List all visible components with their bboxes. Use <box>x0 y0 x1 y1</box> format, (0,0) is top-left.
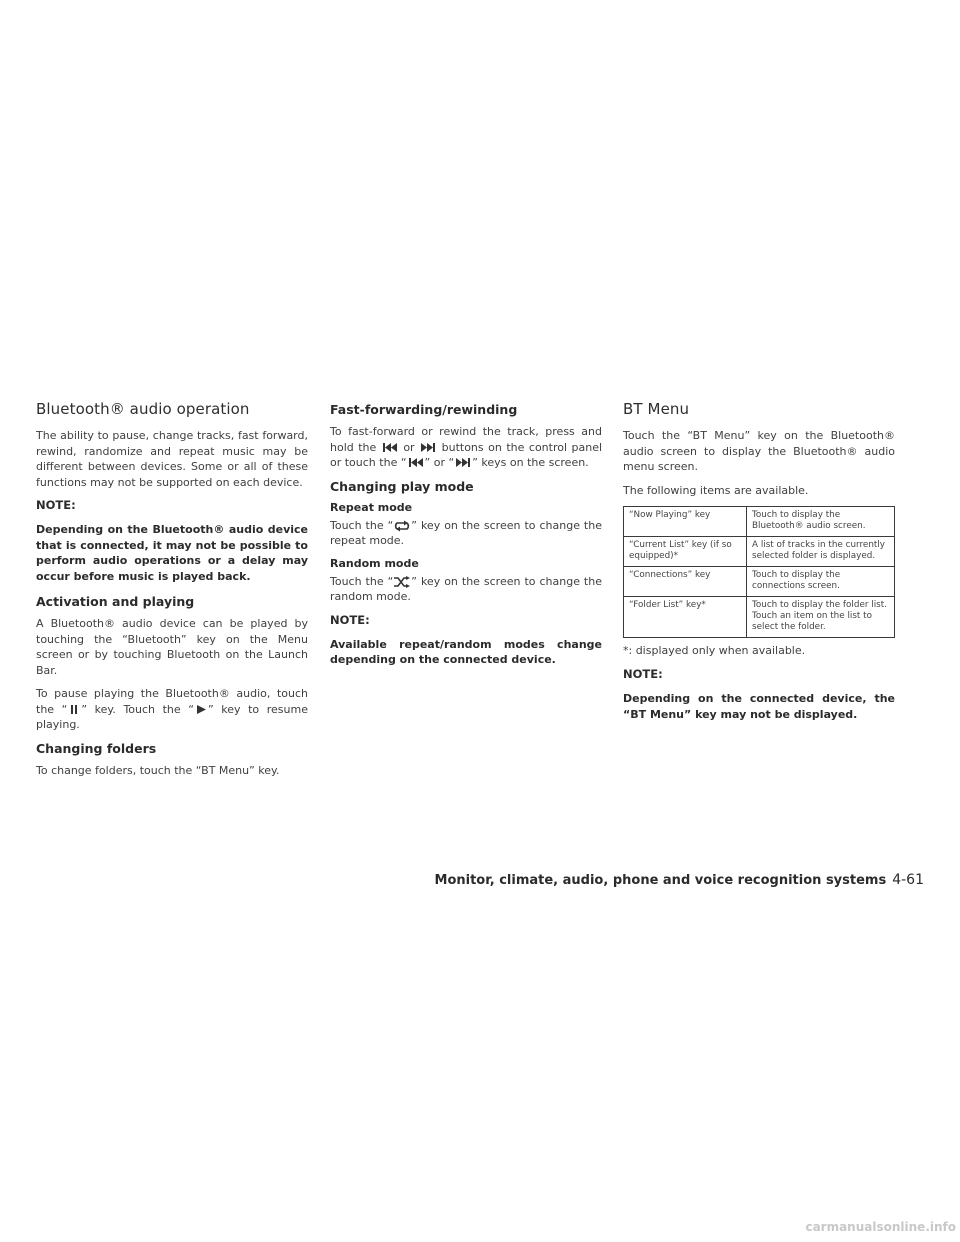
table-row <box>624 537 895 567</box>
footnote: *: displayed only when available. <box>623 644 806 657</box>
subheading-changing-folders: Changing folders <box>36 740 157 756</box>
page-footer <box>435 872 924 888</box>
section-heading-bt-menu: BT Menu <box>623 400 690 418</box>
table-cell-desc: Touch to display the connections screen. <box>747 567 895 597</box>
table-cell-desc: Touch to display the Bluetooth® audio screen. <box>747 507 895 537</box>
subheading-activation: Activation and playing <box>36 594 195 609</box>
ff-or-2: ” or “ <box>424 456 455 469</box>
note-label: NOTE: <box>330 612 370 627</box>
column-3 <box>623 400 895 732</box>
table-row <box>624 567 895 597</box>
table-row <box>624 507 895 537</box>
ff-text-a: To fast-forward or rewind the track, press and hold the <box>330 425 602 454</box>
note-text: Available repeat/random modes change depending on the connected device. <box>330 637 602 666</box>
random-mode-heading: Random mode <box>330 556 419 570</box>
ff-text-b: buttons on the control panel or touch the “ <box>330 440 603 469</box>
pause-paragraph <box>36 686 308 733</box>
intro-paragraph: The ability to pause, change tracks, fast forward, rewind, randomize and repeat music may be different between devices. Some or all of these functions may not be supported on each device. <box>36 429 308 489</box>
subheading-fast-forwarding: Fast-forwarding/rewinding <box>330 402 518 417</box>
page-number: 4-61 <box>892 872 924 888</box>
activation-paragraph: A Bluetooth® audio device can be played by touching the “Bluetooth” key on the Menu screen or by touching Bluetooth on the Launch Bar. <box>36 617 308 677</box>
shuffle-icon <box>393 576 411 587</box>
table-cell-key: “Connections” key <box>624 567 747 597</box>
note-label: NOTE: <box>623 667 663 681</box>
column-2 <box>330 400 602 678</box>
table-cell-key: “Current List” key (if so equipped)* <box>624 537 747 567</box>
repeat-mode-heading: Repeat mode <box>330 500 413 514</box>
random-paragraph <box>330 574 602 605</box>
repeat-icon <box>393 520 411 531</box>
section-heading-bluetooth-audio: Bluetooth® audio operation <box>36 400 250 418</box>
repeat-paragraph <box>330 518 602 549</box>
watermark: carmanualsonline.info <box>805 1220 956 1234</box>
ff-paragraph <box>330 424 602 471</box>
random-text-a: Touch the “ <box>330 574 394 588</box>
next-track-icon <box>454 457 472 468</box>
play-icon <box>194 704 208 715</box>
pause-text-b: ” key. Touch the “ <box>81 702 194 716</box>
table-cell-key: “Now Playing” key <box>624 507 747 537</box>
bt-menu-paragraph: Touch the “BT Menu” key on the Bluetooth® audio screen to display the Bluetooth® audio menu screen. <box>623 429 895 473</box>
note-text: Depending on the Bluetooth® audio device that is connected, it may not be possible to perform audio operations or a delay may occur before music is played back. <box>36 523 308 583</box>
pause-text-a: To pause playing the Bluetooth® audio, touch the “ <box>36 687 308 716</box>
table-cell-desc: Touch to display the folder list. Touch an item on the list to select the folder. <box>747 597 895 638</box>
column-1 <box>36 400 308 786</box>
bt-menu-items-table <box>623 506 895 638</box>
previous-track-icon <box>381 442 399 453</box>
ff-or-1: or <box>403 440 415 454</box>
repeat-text-a: Touch the “ <box>330 518 394 532</box>
next-track-icon <box>419 442 437 453</box>
random-text-b: ” key on the screen to change the random mode. <box>330 574 602 603</box>
subheading-play-mode: Changing play mode <box>330 478 474 494</box>
table-cell-desc: A list of tracks in the currently selected folder is displayed. <box>747 537 895 567</box>
pause-icon <box>67 704 81 715</box>
pause-text-c: ” key to resume playing. <box>36 702 308 731</box>
table-cell-key: “Folder List” key* <box>624 597 747 638</box>
repeat-text-b: ” key on the screen to change the repeat mode. <box>330 518 602 547</box>
note-label: NOTE: <box>36 498 76 512</box>
folders-paragraph: To change folders, touch the “BT Menu” key. <box>36 763 280 777</box>
available-items-paragraph: The following items are available. <box>623 483 809 497</box>
footer-chapter-title: Monitor, climate, audio, phone and voice recognition systems <box>434 873 887 888</box>
table-row <box>624 597 895 638</box>
previous-track-icon <box>407 457 425 468</box>
note-text: Depending on the connected device, the “BT Menu” key may not be displayed. <box>623 692 895 721</box>
ff-text-c: ” keys on the screen. <box>472 456 589 469</box>
